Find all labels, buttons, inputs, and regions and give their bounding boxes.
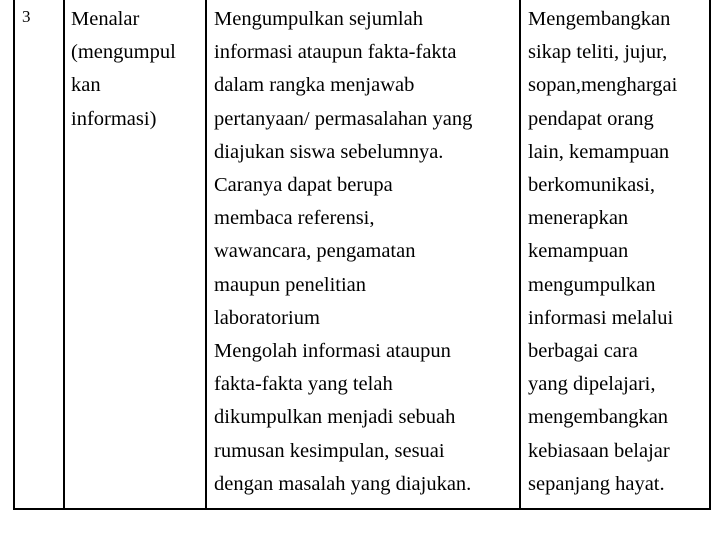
description-line: wawancara, pengamatan (214, 240, 416, 263)
competency-line: Mengembangkan (528, 8, 671, 30)
description-line: fakta-fakta yang telah (214, 373, 393, 396)
description-line: Mengolah informasi ataupun (214, 340, 451, 363)
competency-line: berbagai cara (528, 340, 638, 363)
competency-line: kebiasaan belajar (528, 439, 670, 462)
competency-line: mengembangkan (528, 406, 669, 429)
competency-cell (520, 0, 710, 509)
description-line: maupun penelitian (214, 273, 366, 296)
description-cell (206, 0, 520, 509)
description-line: pertanyaan/ permasalahan yang (214, 107, 473, 130)
row-number-cell (14, 0, 64, 509)
activity-cell (64, 0, 206, 509)
competency-line: sopan,menghargai (528, 74, 678, 97)
description-line: dikumpulkan menjadi sebuah (214, 406, 456, 429)
competency-line: sepanjang hayat. (528, 472, 665, 495)
competency-line: yang dipelajari, (528, 373, 656, 396)
description-line: dengan masalah yang diajukan. (214, 472, 472, 495)
row-number: 3 (22, 7, 31, 26)
competency-line: lain, kemampuan (528, 140, 670, 163)
competency-line: pendapat orang (528, 107, 654, 130)
activity-line: Menalar (71, 8, 140, 30)
learning-activity-table (13, 0, 711, 510)
table-row (14, 0, 710, 509)
activity-line: informasi) (71, 107, 157, 130)
description-line: informasi ataupun fakta-fakta (214, 41, 457, 64)
description-line: membaca referensi, (214, 207, 375, 230)
description-line: dalam rangka menjawab (214, 74, 415, 97)
competency-line: kemampuan (528, 240, 629, 263)
competency-line: mengumpulkan (528, 273, 656, 296)
competency-line: sikap teliti, jujur, (528, 41, 668, 64)
activity-line: (mengumpul (71, 41, 176, 64)
description-line: Mengumpulkan sejumlah (214, 8, 423, 30)
description-line: diajukan siswa sebelumnya. (214, 140, 444, 163)
competency-line: berkomunikasi, (528, 174, 655, 197)
competency-line: menerapkan (528, 207, 629, 230)
description-line: Caranya dapat berupa (214, 174, 393, 197)
competency-line: informasi melalui (528, 306, 674, 329)
description-line: laboratorium (214, 306, 320, 329)
activity-line: kan (71, 74, 101, 97)
description-line: rumusan kesimpulan, sesuai (214, 439, 445, 462)
